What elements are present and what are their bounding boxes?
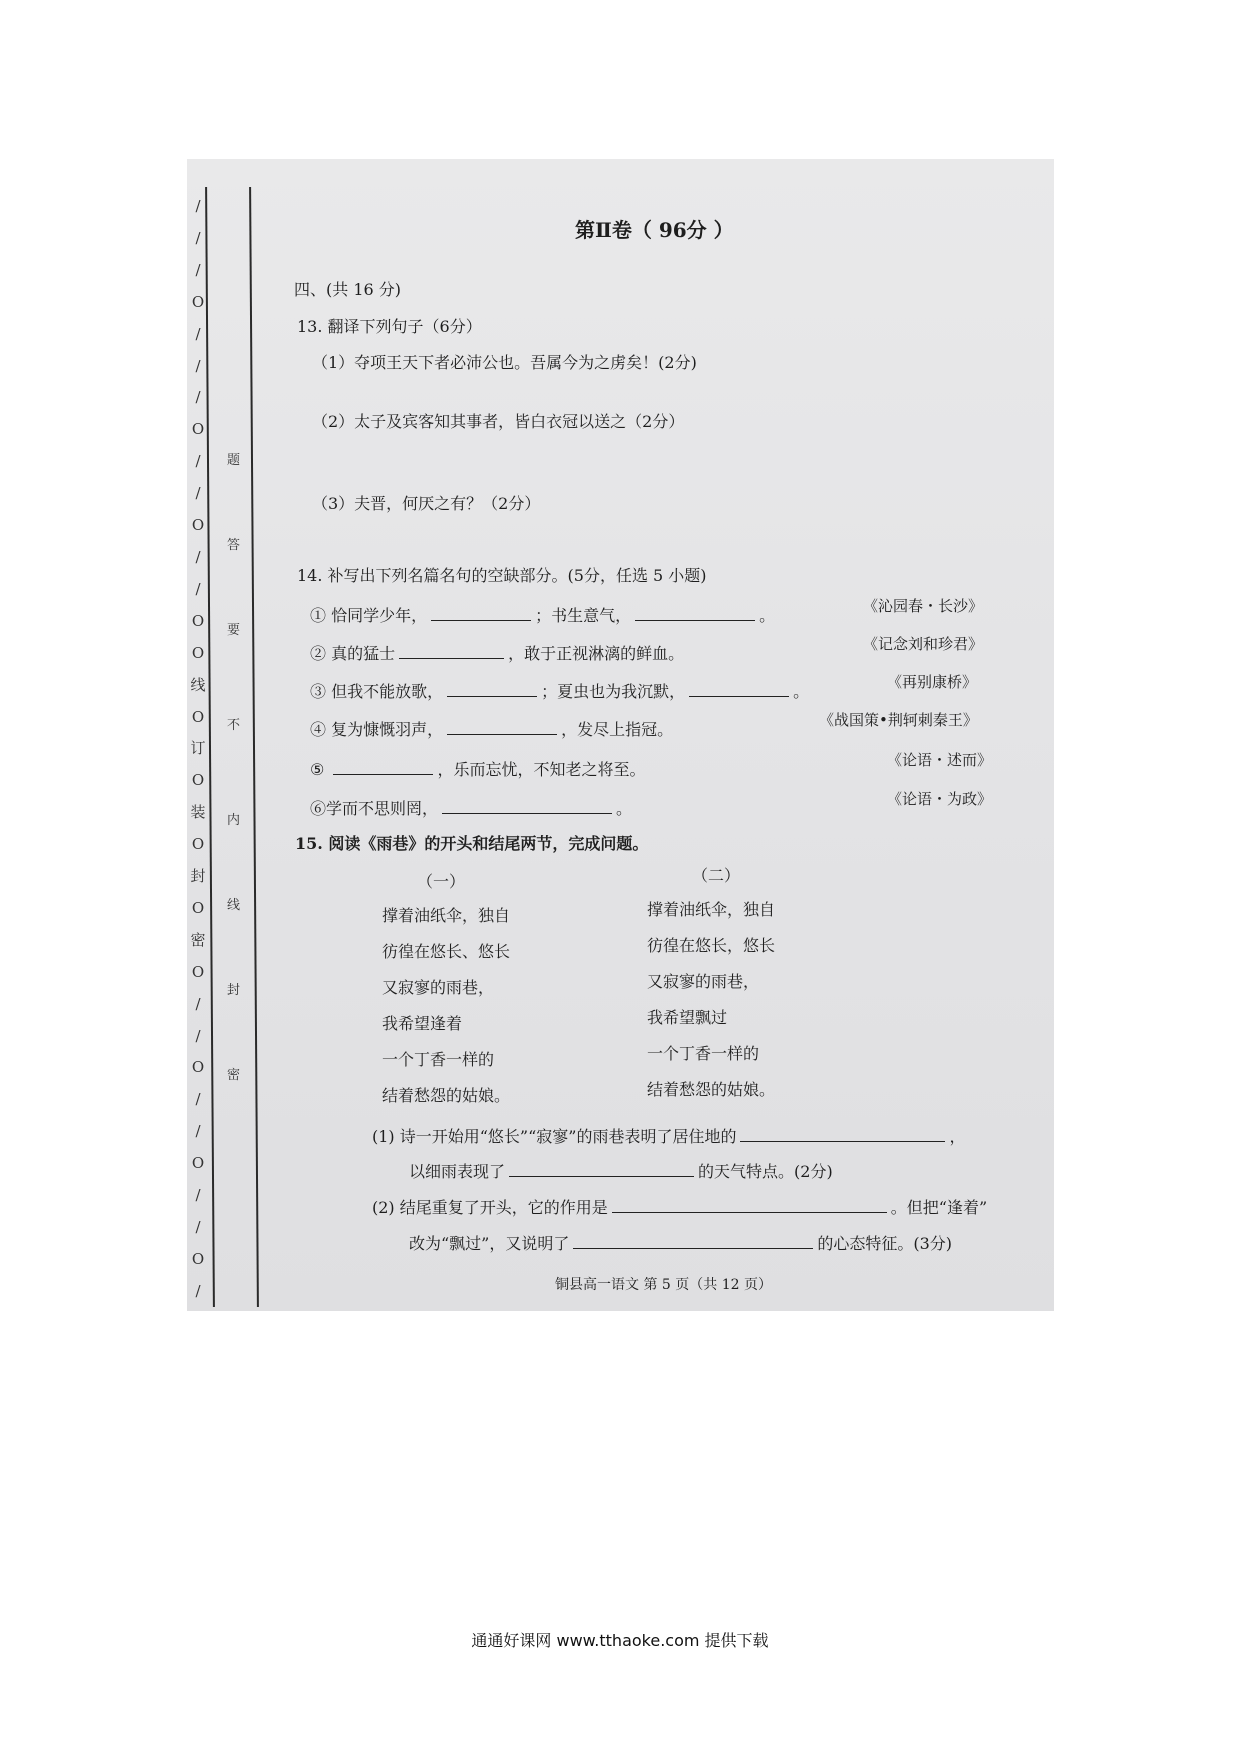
answer-blank[interactable]	[333, 760, 433, 775]
answer-blank[interactable]	[740, 1127, 945, 1142]
answer-blank[interactable]	[447, 682, 537, 697]
q13-item-2: （2）太子及宾客知其事者，皆白衣冠以送之（2分）	[312, 412, 685, 431]
q14-item-1: ① 恰同学少年， ；书生意气， 。	[310, 606, 776, 625]
q15-sub2-line1: (2) 结尾重复了开头，它的作用是 。但把“逢着”	[372, 1198, 988, 1217]
poem-line: 又寂寥的雨巷，	[647, 972, 760, 991]
q14-source-2: 《记念刘和珍君》	[863, 635, 984, 653]
notice-char: 密	[227, 1068, 241, 1083]
seal-dash-column: / / / O / / / O / / O / / O O 线 O 订 O 装 O 封 O 密 O / / O / / O / / O /	[190, 197, 206, 1300]
q14-source-6: 《论语・为政》	[887, 790, 993, 808]
poem-line: 撑着油纸伞，独自	[382, 906, 511, 925]
notice-char: 封	[227, 983, 241, 998]
q15-sub1-line2: 以细雨表现了 的天气特点。(2分)	[409, 1162, 833, 1181]
poem-line: 结着愁怨的姑娘。	[647, 1080, 776, 1099]
section-heading: 四、(共 16 分)	[294, 280, 402, 299]
poem-line: 又寂寥的雨巷，	[382, 978, 495, 997]
q14-item-6: ⑥学而不思则罔， 。	[310, 799, 633, 818]
q14-item-2: ② 真的猛士 ，敢于正视淋漓的鲜血。	[310, 644, 685, 663]
seal-word-zhuang: 装	[190, 803, 206, 822]
poem-line: 我希望飘过	[647, 1008, 728, 1027]
q14-heading: 14. 补写出下列名篇名句的空缺部分。(5分，任选 5 小题)	[297, 566, 707, 585]
answer-blank[interactable]	[689, 682, 789, 697]
section-title: 第Ⅱ卷（ 96分 ）	[575, 218, 734, 242]
q13-item-1: （1）夺项王天下者必沛公也。吾属今为之虏矣！(2分)	[312, 353, 697, 372]
answer-blank[interactable]	[573, 1234, 813, 1249]
q15-heading: 15. 阅读《雨巷》的开头和结尾两节，完成问题。	[295, 834, 649, 853]
poem-line: 一个丁香一样的	[647, 1044, 760, 1063]
exam-page-footer: 铜县高一语文 第 5 页（共 12 页）	[555, 1277, 772, 1293]
poem-line: 我希望逢着	[382, 1014, 463, 1033]
q14-item-3: ③ 但我不能放歌， ；夏虫也为我沉默， 。	[310, 682, 810, 701]
notice-char: 内	[227, 813, 241, 828]
seal-word-mi: 密	[190, 930, 206, 949]
q15-sub1-line1: (1) 诗一开始用“悠长”“寂寥”的雨巷表明了居住地的 ，	[372, 1127, 966, 1146]
download-credit: 通通好课网 www.tthaoke.com 提供下载	[471, 1631, 769, 1650]
poem-2-label: （二）	[692, 866, 741, 885]
poem-line: 结着愁怨的姑娘。	[382, 1086, 511, 1105]
poem-line: 一个丁香一样的	[382, 1050, 495, 1069]
q14-source-4: 《战国策•荆轲刺秦王》	[819, 711, 978, 729]
answer-blank[interactable]	[399, 644, 504, 659]
q14-item-5: ⑤ ，乐而忘忧，不知老之将至。	[310, 760, 646, 779]
poem-1-label: （一）	[417, 872, 466, 891]
poem-1	[382, 903, 510, 1119]
q13-item-3: （3）夫晋，何厌之有？（2分）	[312, 494, 541, 513]
notice-char: 答	[227, 538, 241, 553]
seal-word-ding: 订	[190, 739, 206, 758]
notice-char: 题	[227, 453, 241, 468]
q14-source-1: 《沁园春・长沙》	[863, 597, 984, 615]
answer-blank[interactable]	[612, 1198, 887, 1213]
answer-blank[interactable]	[442, 799, 612, 814]
q14-item-4: ④ 复为慷慨羽声， ，发尽上指冠。	[310, 720, 674, 739]
answer-blank[interactable]	[431, 606, 531, 621]
notice-char: 要	[227, 623, 241, 638]
answer-blank[interactable]	[635, 606, 755, 621]
seal-word-xian: 线	[190, 675, 206, 694]
q15-sub2-line2: 改为“飘过”，又说明了 的心态特征。(3分)	[409, 1234, 953, 1253]
poem-line: 撑着油纸伞，独自	[647, 900, 776, 919]
scanned-exam-page	[187, 159, 1054, 1311]
notice-char: 不	[227, 718, 241, 733]
answer-blank[interactable]	[447, 720, 557, 735]
poem-line: 彷徨在悠长、悠长	[382, 942, 511, 961]
q14-source-3: 《再别康桥》	[887, 673, 978, 691]
poem-2	[647, 897, 775, 1113]
answer-blank[interactable]	[509, 1162, 694, 1177]
q13-heading: 13. 翻译下列句子（6分）	[297, 317, 482, 336]
poem-line: 彷徨在悠长，悠长	[647, 936, 776, 955]
binding-line-inner	[249, 187, 259, 1307]
notice-char: 线	[227, 898, 241, 913]
q14-source-5: 《论语・述而》	[887, 751, 993, 769]
seal-word-feng: 封	[190, 867, 206, 886]
